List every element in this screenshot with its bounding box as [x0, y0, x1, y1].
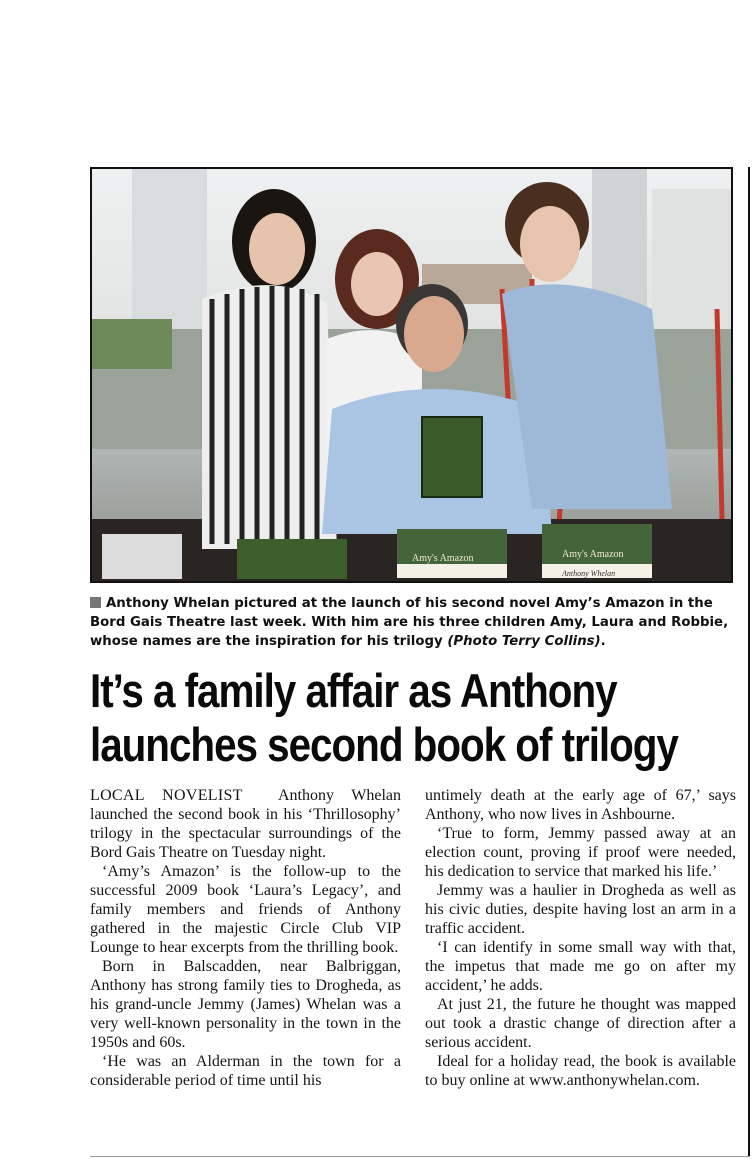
column-rule — [748, 167, 750, 1157]
book-stack-1 — [237, 539, 347, 579]
leaflet — [102, 534, 182, 579]
article-body — [90, 786, 740, 1146]
photo-caption — [90, 594, 740, 652]
article-paragraph: At just 21, the future he thought was mapped out took a drastic change of direction after a serious accident. — [425, 996, 736, 1051]
book-stack-2-pages — [397, 564, 507, 578]
headline-line-2: launches second book of trilogy — [90, 718, 678, 771]
caption-end: . — [600, 634, 606, 650]
trees — [92, 319, 172, 369]
article-paragraph: Born in Balscadden, near Balbriggan, Anthony has strong family ties to Drogheda, as his grand-uncle Jemmy (James) Whelan was a very well-known personality in the town in the 1950s and 60s. — [90, 958, 401, 1051]
article-paragraph: untimely death at the early age of 67,’ says Anthony, who now lives in Ashbourne. — [425, 787, 736, 823]
article-paragraph: ‘I can identify in some small way with that, the impetus that made me go on after my accident,’ he adds. — [425, 939, 736, 994]
bottom-rule — [90, 1156, 750, 1157]
robbie-shirt — [502, 284, 672, 509]
article-kicker: LOCAL NOVELIST — [90, 787, 243, 804]
article-paragraph: Ideal for a holiday read, the book is available to buy online at www.anthonywhelan.com. — [425, 1053, 736, 1089]
book-title-text: Amy's Amazon — [412, 553, 474, 564]
book-spine-author: Anthony Whelan — [562, 569, 616, 578]
headline — [90, 664, 678, 772]
robbie-face — [520, 206, 580, 282]
caption-text: Anthony Whelan pictured at the launch of his second novel Amy’s Amazon in the Bord Gais Theatre last week. With him are his three children Amy, Laura and Robbie, whose names are the inspiration for his trilogy — [90, 596, 729, 650]
held-book — [422, 417, 482, 497]
amy-face — [249, 213, 305, 285]
anthony-face — [404, 296, 464, 372]
caption-credit: (Photo Terry Collins) — [447, 634, 601, 650]
distant-building — [652, 189, 732, 329]
headline-line-1: It’s a family affair as Anthony — [90, 664, 617, 717]
paragraph-1: Anthony Whelan launched the second book in his ‘Thrillosophy’ trilogy in the spectacular surroundings of the Bord Gais Theatre on Tuesday night. — [90, 787, 401, 861]
book-spine-label: Amy's Amazon — [562, 549, 624, 560]
caption-bullet-icon — [90, 597, 101, 608]
article-paragraph — [90, 786, 401, 862]
article-paragraph: ‘He was an Alderman in the town for a considerable period of time until his — [90, 1053, 401, 1089]
article-photo — [90, 167, 733, 583]
photo-illustration — [92, 169, 733, 583]
article-paragraph: ‘Amy’s Amazon’ is the follow-up to the successful 2009 book ‘Laura’s Legacy’, and family members and friends of Anthony gathered in the majestic Circle Club VIP Lounge to hear excerpts from the thrilling book. — [90, 863, 401, 956]
article-column-right — [425, 786, 736, 1090]
laura-face — [351, 252, 403, 316]
article-paragraph: ‘True to form, Jemmy passed away at an election count, proving if proof were needed, his dedication to service that marked his life.’ — [425, 825, 736, 880]
article-column-left — [90, 786, 401, 1090]
article-paragraph: Jemmy was a haulier in Drogheda as well as his civic duties, despite having lost an arm in a traffic accident. — [425, 882, 736, 937]
